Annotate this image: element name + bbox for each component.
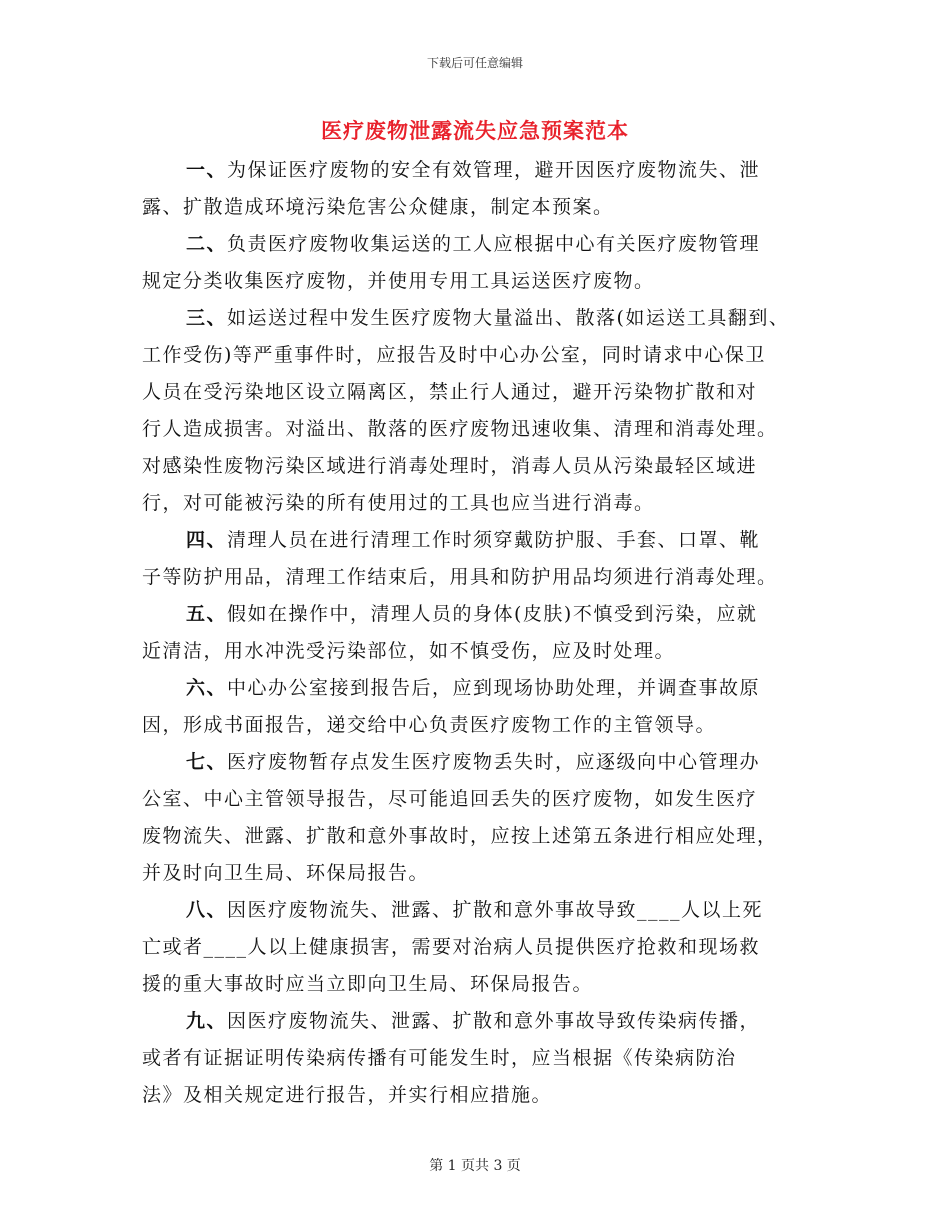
paragraph-5 — [142, 596, 822, 670]
paragraph-number: 二、 — [186, 233, 228, 255]
paragraph-line: 工作受伤)等严重事件时，应报告及时中心办公室，同时请求中心保卫 — [142, 344, 766, 366]
paragraph-line: 并及时向卫生局、环保局报告。 — [142, 862, 430, 884]
paragraph-line: 露、扩散造成环境污染危害公众健康，制定本预案。 — [142, 196, 614, 218]
paragraph-line: 废物流失、泄露、扩散和意外事故时，应按上述第五条进行相应处理， — [142, 825, 778, 847]
paragraph-1 — [142, 152, 822, 226]
paragraph-line: 法》及相关规定进行报告，并实行相应措施。 — [142, 1084, 553, 1106]
paragraph-line: 援的重大事故时应当立即向卫生局、环保局报告。 — [142, 973, 594, 995]
paragraph-number: 五、 — [186, 603, 228, 625]
paragraph-line — [142, 522, 822, 559]
paragraph-9 — [142, 1003, 822, 1114]
paragraph-line — [142, 1003, 822, 1040]
paragraph-line: 人员在受污染地区设立隔离区，禁止行人通过，避开污染物扩散和对 — [142, 381, 758, 403]
paragraph-line — [142, 670, 822, 707]
paragraph-line: 行人造成损害。对溢出、散落的医疗废物迅速收集、清理和消毒处理。 — [142, 418, 778, 440]
paragraph-6 — [142, 670, 822, 744]
paragraph-text: 清理人员在进行清理工作时须穿戴防护服、手套、口罩、靴 — [227, 529, 761, 551]
paragraph-line: 或者有证据证明传染病传播有可能发生时，应当根据《传染病防治 — [142, 1047, 737, 1069]
paragraph-text: 因医疗废物流失、泄露、扩散和意外事故导致传染病传播， — [227, 1010, 761, 1032]
paragraph-number: 八、 — [186, 899, 228, 921]
paragraph-text: 假如在操作中，清理人员的身体(皮肤)不慎受到污染，应就 — [227, 603, 758, 625]
paragraph-4 — [142, 522, 822, 596]
paragraph-8 — [142, 892, 822, 1003]
paragraph-7 — [142, 744, 822, 892]
page-footer: 第 1 页共 3 页 — [429, 1158, 521, 1174]
paragraph-line — [142, 596, 822, 633]
paragraph-line: 近清洁，用水冲洗受污染部位，如不慎受伤，应及时处理。 — [142, 640, 676, 662]
paragraph-number: 四、 — [186, 529, 228, 551]
paragraph-text: 为保证医疗废物的安全有效管理，避开因医疗废物流失、泄 — [227, 159, 761, 181]
paragraph-line — [142, 744, 822, 781]
paragraph-line: 子等防护用品，清理工作结束后，用具和防护用品均须进行消毒处理。 — [142, 566, 778, 588]
paragraph-number: 七、 — [186, 751, 228, 773]
paragraph-line: 行，对可能被污染的所有使用过的工具也应当进行消毒。 — [142, 492, 655, 514]
document-title: 医疗废物泄露流失应急预案范本 — [321, 118, 629, 143]
paragraph-line: 对感染性废物污染区域进行消毒处理时，消毒人员从污染最轻区域进 — [142, 455, 758, 477]
document-body — [142, 152, 822, 1114]
page-header: 下载后可任意编辑 — [426, 56, 523, 70]
paragraph-text: 因医疗废物流失、泄露、扩散和意外事故导致____人以上死 — [227, 899, 764, 921]
paragraph-number: 三、 — [186, 307, 228, 329]
paragraph-text: 医疗废物暂存点发生医疗废物丢失时，应逐级向中心管理办 — [227, 751, 761, 773]
paragraph-number: 六、 — [186, 677, 228, 699]
paragraph-2 — [142, 226, 822, 300]
paragraph-line — [142, 152, 822, 189]
paragraph-line — [142, 226, 822, 263]
paragraph-line: 因，形成书面报告，递交给中心负责医疗废物工作的主管领导。 — [142, 714, 717, 736]
paragraph-3 — [142, 300, 822, 522]
paragraph-number: 九、 — [186, 1010, 228, 1032]
paragraph-line: 亡或者____人以上健康损害，需要对治病人员提供医疗抢救和现场救 — [142, 936, 761, 958]
paragraph-line — [142, 892, 822, 929]
paragraph-text: 如运送过程中发生医疗废物大量溢出、散落(如运送工具翻到、 — [227, 307, 790, 329]
paragraph-line: 规定分类收集医疗废物，并使用专用工具运送医疗废物。 — [142, 270, 655, 292]
paragraph-text: 中心办公室接到报告后，应到现场协助处理，并调查事故原 — [227, 677, 761, 699]
paragraph-line — [142, 300, 822, 337]
paragraph-line: 公室、中心主管领导报告，尽可能追回丢失的医疗废物，如发生医疗 — [142, 788, 758, 810]
paragraph-text: 负责医疗废物收集运送的工人应根据中心有关医疗废物管理 — [227, 233, 761, 255]
paragraph-number: 一、 — [186, 159, 228, 181]
